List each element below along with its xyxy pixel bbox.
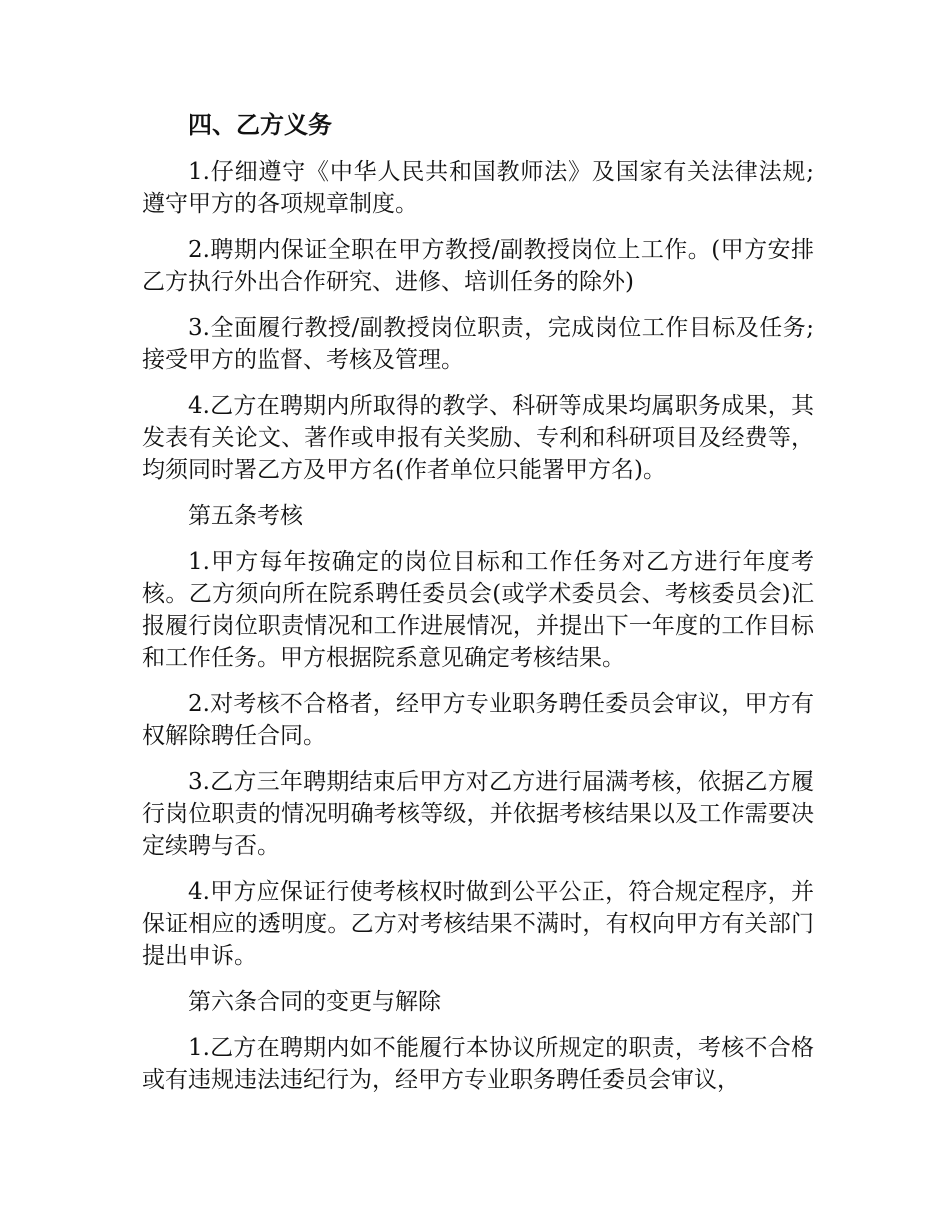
contract-change-item-1: 1.乙方在聘期内如不能履行本协议所规定的职责，考核不合格或有违规违法违纪行为，经甲方专业职务聘任委员会审议， <box>142 1035 814 1093</box>
obligation-item-1: 1.仔细遵守《中华人民共和国教师法》及国家有关法律法规;遵守甲方的各项规章制度。 <box>142 159 814 217</box>
obligation-item-3: 3.全面履行教授/副教授岗位职责，完成岗位工作目标及任务;接受甲方的监督、考核及管理。 <box>142 315 814 373</box>
obligation-item-2: 2.聘期内保证全职在甲方教授/副教授岗位上工作。(甲方安排乙方执行外出合作研究、进修、培训任务的除外) <box>142 237 814 295</box>
section-heading-obligations: 四、乙方义务 <box>188 110 332 139</box>
assessment-item-4: 4.甲方应保证行使考核权时做到公平公正，符合规定程序，并保证相应的透明度。乙方对考核结果不满时，有权向甲方有关部门提出申诉。 <box>142 879 814 969</box>
document-page <box>142 108 814 1110</box>
obligation-item-4: 4.乙方在聘期内所取得的教学、科研等成果均属职务成果，其发表有关论文、著作或申报有关奖励、专利和科研项目及经费等，均须同时署乙方及甲方名(作者单位只能署甲方名)。 <box>142 393 814 483</box>
section-title-contract-change: 第六条合同的变更与解除 <box>188 989 441 1015</box>
assessment-item-3: 3.乙方三年聘期结束后甲方对乙方进行届满考核，依据乙方履行岗位职责的情况明确考核等级，并依据考核结果以及工作需要决定续聘与否。 <box>142 769 814 859</box>
assessment-item-1: 1.甲方每年按确定的岗位目标和工作任务对乙方进行年度考核。乙方须向所在院系聘任委员会(或学术委员会、考核委员会)汇报履行岗位职责情况和工作进展情况，并提出下一年度的工作目标和工作任务。甲方根据院系意见确定考核结果。 <box>142 549 814 671</box>
assessment-item-2: 2.对考核不合格者，经甲方专业职务聘任委员会审议，甲方有权解除聘任合同。 <box>142 691 814 749</box>
section-title-assessment: 第五条考核 <box>188 503 303 529</box>
